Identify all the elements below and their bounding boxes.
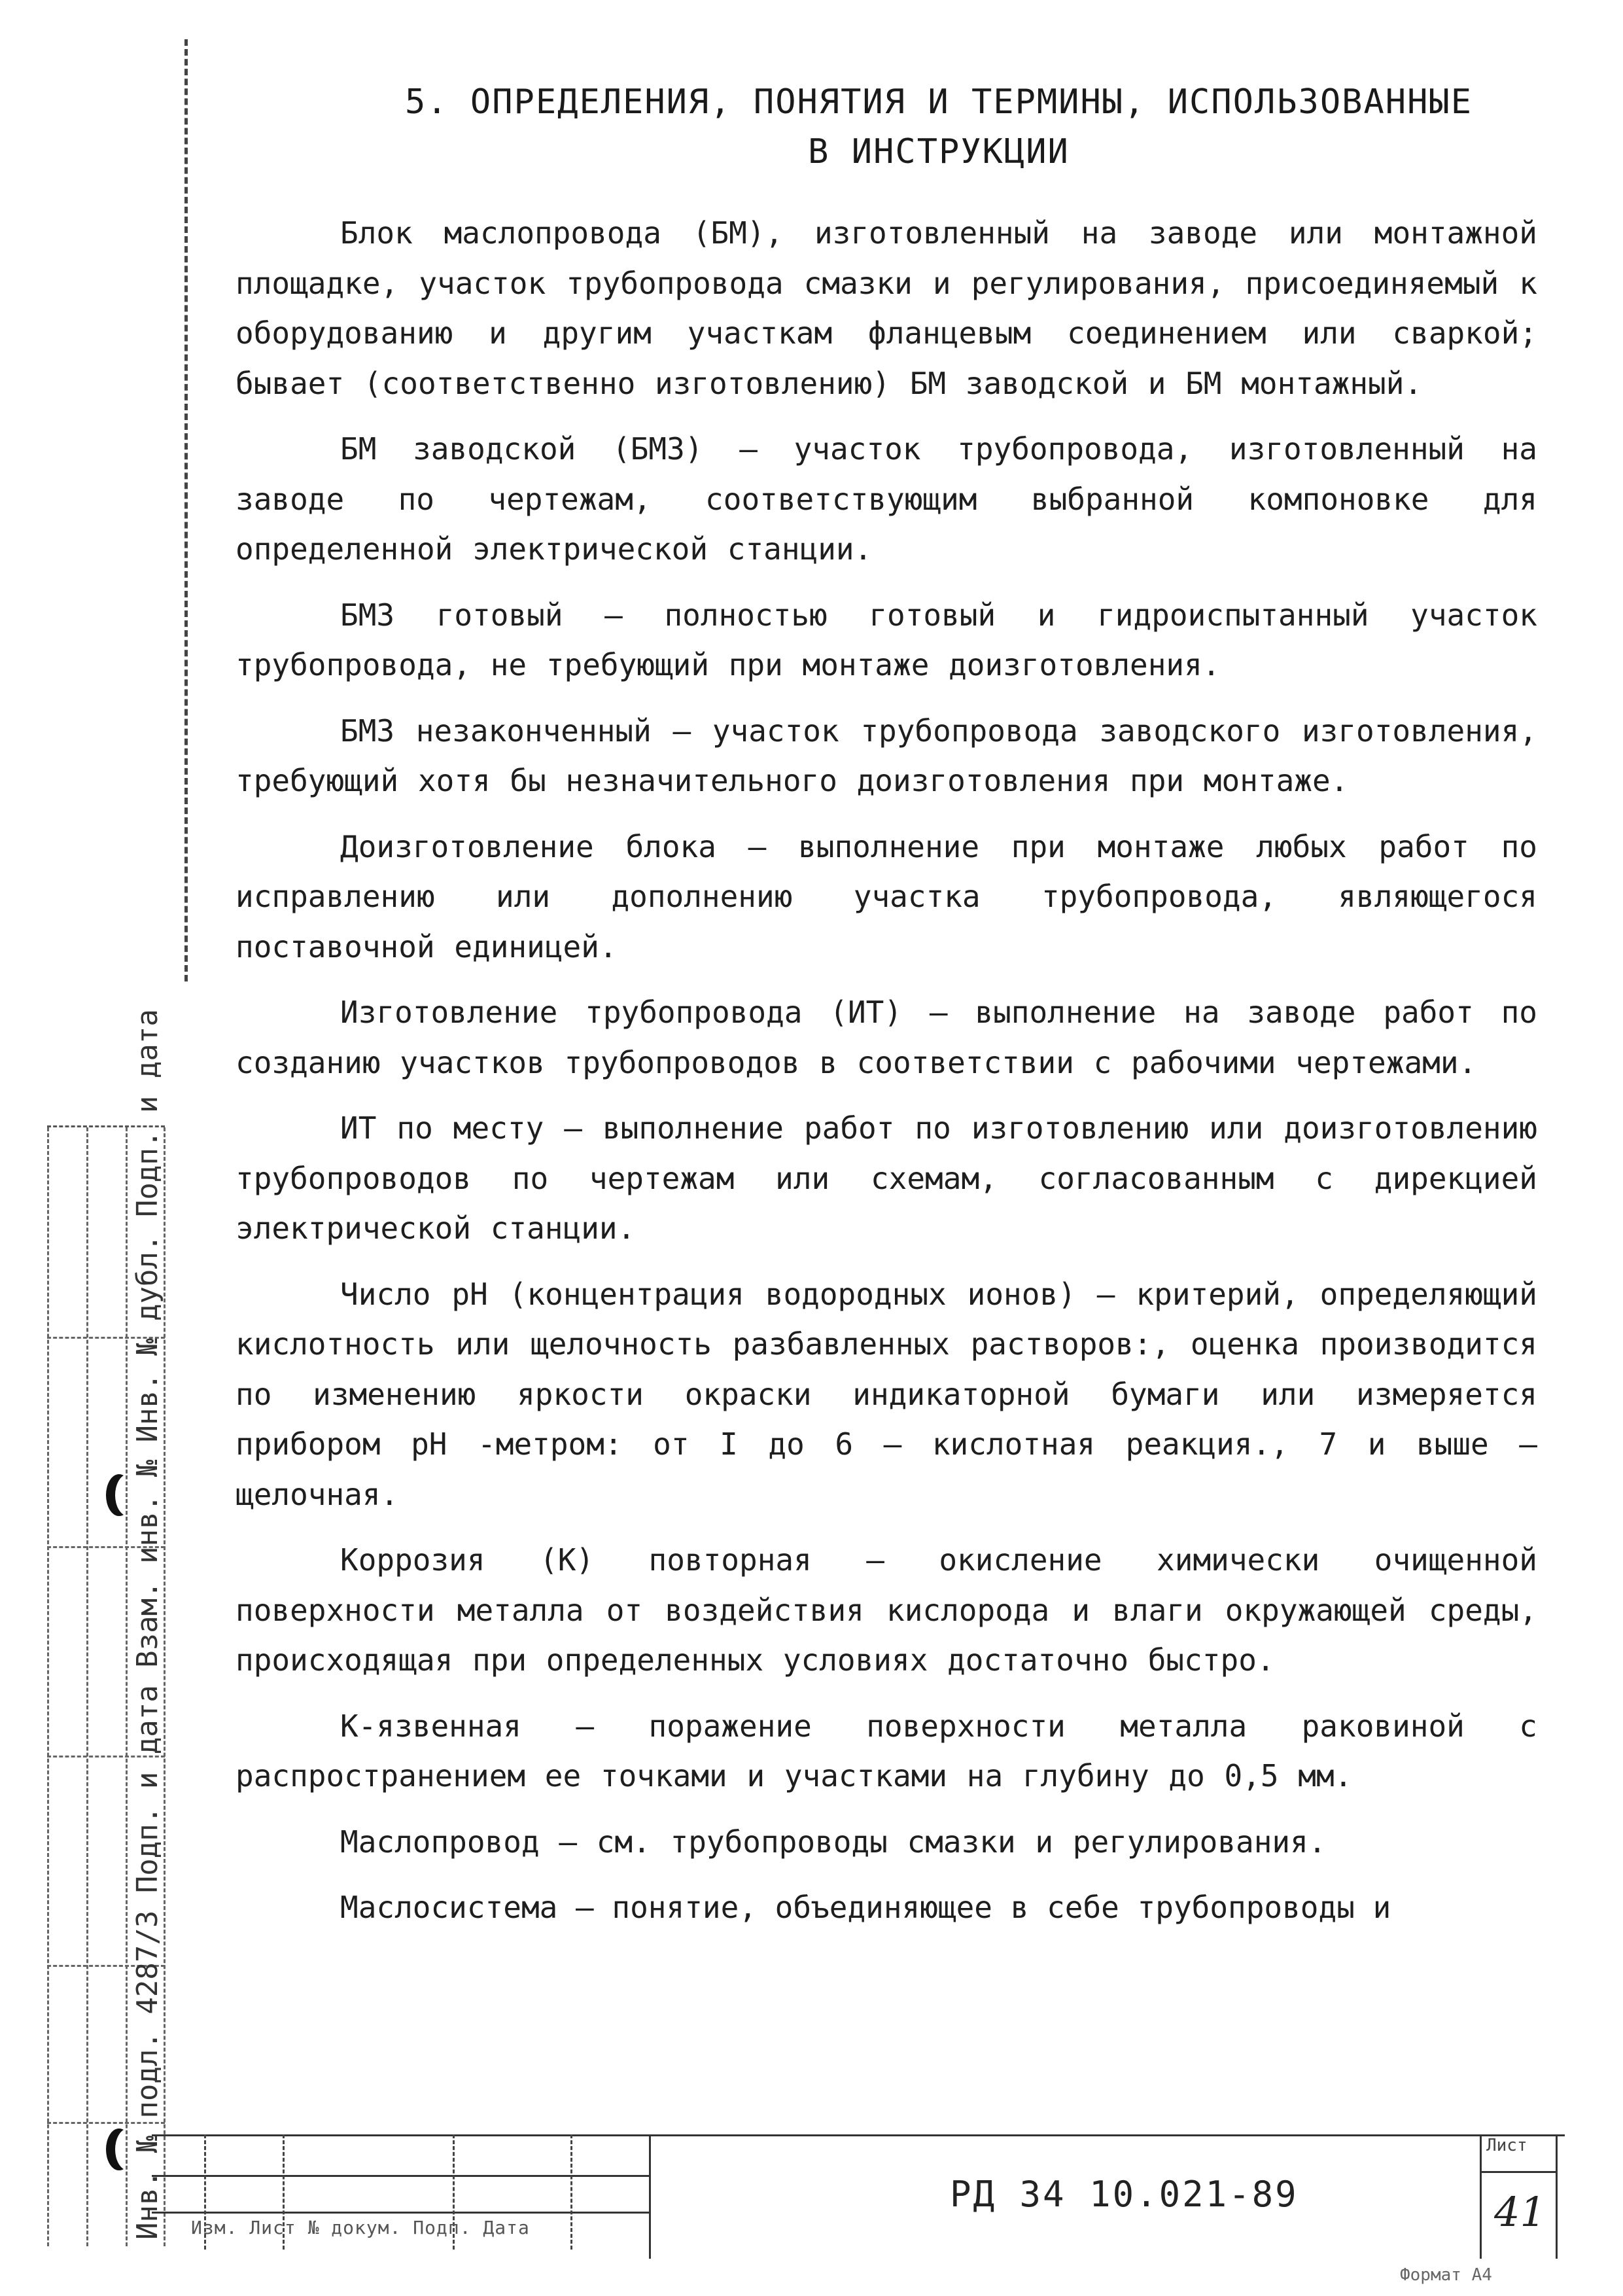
title-block-row-line — [152, 2175, 649, 2177]
sheet-label: Лист — [1486, 2136, 1527, 2155]
paragraph-it-on-site: ИТ по месту – выполнение работ по изготовлению или доизготовлению трубопроводов по чертежам или схемам, согласованным с дирекцией электрической станции. — [236, 1110, 1537, 1246]
title-block-col-line — [1556, 2134, 1558, 2259]
paragraph-block-bm: Блок маслопровода (БМ), изготовленный на заводе или монтажной площадке, участок трубопровода смазки и регулирования, присоединяемый к оборудованию и другим участкам фланцевым соединением или сваркой; бывает (соответственно изготовлению) БМ заводской и БМ монтажный. — [236, 215, 1537, 401]
paragraph-oil-pipeline: Маслопровод – см. трубопроводы смазки и регулирования. — [340, 1824, 1327, 1860]
title-block-col-line — [649, 2134, 651, 2259]
paragraph-bmz-unfinished: БМЗ незаконченный – участок трубопровода заводского изготовления, требующий хотя бы незначительного доизготовления при монтаже. — [236, 713, 1537, 798]
title-block-col-line — [570, 2134, 572, 2250]
paragraph-corrosion-pitting: К-язвенная – поражение поверхности металла раковиной с распространением ее точками и участками на глубину до 0,5 мм. — [236, 1708, 1537, 1793]
margin-stamp — [47, 1009, 165, 2246]
paragraph-corrosion-repeated: Коррозия (К) повторная – окисление химически очищенной поверхности металла от воздействия кислорода и влаги окружающей среды, происходящая при определенных условиях достаточно быстро. — [236, 1542, 1537, 1678]
stamp-col-line — [86, 1127, 88, 2246]
paragraph-pipe-manufacture: Изготовление трубопровода (ИТ) – выполнение на заводе работ по созданию участков трубопроводов в соответствии с рабочими чертежами. — [236, 995, 1537, 1080]
paragraph-oil-system: Маслосистема – понятие, объединяющее в себе трубопроводы и — [340, 1890, 1391, 1925]
section-heading — [366, 77, 1511, 177]
title-block-col-line — [1480, 2134, 1482, 2259]
paragraph-bm-factory: БМ заводской (БМЗ) – участок трубопровода, изготовленный на заводе по чертежам, соответствующим выбранной компоновке для определенной электрической станции. — [236, 431, 1537, 567]
title-block-row-line — [152, 2212, 649, 2214]
punch-hole-mark — [115, 2128, 141, 2170]
stamp-col-line — [47, 1127, 49, 2246]
heading-line-2: В ИНСТРУКЦИИ — [808, 132, 1070, 171]
punch-hole-mark — [115, 1474, 141, 1516]
heading-line-1: 5. ОПРЕДЕЛЕНИЯ, ПОНЯТИЯ И ТЕРМИНЫ, ИСПОЛЬЗОВАННЫЕ — [404, 82, 1473, 122]
title-block-top-line — [152, 2134, 1565, 2136]
document-code: РД 34 10.021-89 — [950, 2174, 1299, 2215]
title-block — [152, 2134, 1565, 2259]
binding-line — [184, 39, 188, 981]
stamp-text: Инв. № подл. 4287/3 Подп. и дата Взам. инв. № Инв. № дубл. Подп. и дата — [131, 1009, 164, 2240]
body-text — [236, 208, 1537, 1933]
sheet-number: 41 — [1494, 2188, 1546, 2236]
stamp-col-line — [126, 1127, 128, 2246]
paragraph-bmz-ready: БМЗ готовый – полностью готовый и гидроиспытанный участок трубопровода, не требующий при монтаже доизготовления. — [236, 597, 1537, 682]
paragraph-block-completion: Доизготовление блока – выполнение при монтаже любых работ по исправлению или дополнению участка трубопровода, являющегося поставочной единицей. — [236, 828, 1537, 964]
footer-mark: Формат А4 — [1400, 2265, 1492, 2285]
sheet-cell-line — [1480, 2171, 1556, 2173]
paragraph-ph-number: Число pH (концентрация водородных ионов) – критерий, определяющий кислотность или щелочность разбавленных растворов:, оценка производится по изменению яркости окраски индикаторной бумаги или измеряется прибором pH -метром: от I до 6 – кислотная реакция., 7 и выше – щелочная. — [236, 1276, 1537, 1512]
title-block-caption: Изм. Лист № докум. Подп. Дата — [191, 2217, 530, 2238]
